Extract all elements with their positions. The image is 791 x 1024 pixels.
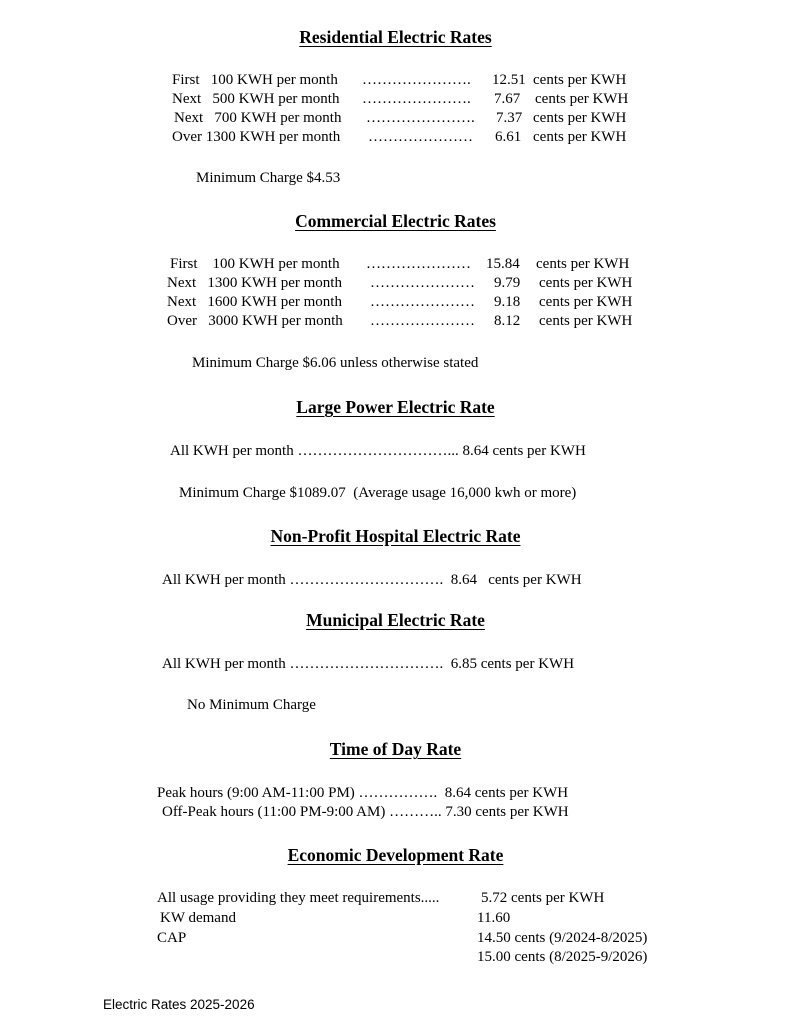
economic-cap-value-2: 15.00 cents (8/2025-9/2026) <box>477 949 648 965</box>
residential-row-1-unit: cents per KWH <box>533 72 627 88</box>
residential-row-3-unit: cents per KWH <box>533 110 627 126</box>
commercial-row-1-unit: cents per KWH <box>536 256 630 272</box>
residential-title: Residential Electric Rates <box>299 27 492 47</box>
commercial-row-3-unit: cents per KWH <box>539 294 633 310</box>
residential-row-1-dots: …………………. <box>362 72 471 88</box>
residential-row-4-dots: ………………… <box>368 129 473 145</box>
economic-title: Economic Development Rate <box>287 845 504 865</box>
commercial-minimum: Minimum Charge $6.06 unless otherwise stated <box>192 355 479 371</box>
commercial-row-4-rate: 8.12 <box>494 313 521 329</box>
commercial-row-1-dots: ………………… <box>366 256 471 272</box>
page-footer: Electric Rates 2025-2026 <box>103 997 255 1012</box>
commercial-row-4-unit: cents per KWH <box>539 313 633 329</box>
commercial-row-2-unit: cents per KWH <box>539 275 633 291</box>
residential-row-4-unit: cents per KWH <box>533 129 627 145</box>
commercial-row-3-dots: ………………… <box>370 294 475 310</box>
residential-row-1-label: First 100 KWH per month <box>172 72 338 88</box>
commercial-row-2-label: Next 1300 KWH per month <box>167 275 342 291</box>
commercial-row-1-label: First 100 KWH per month <box>170 256 340 272</box>
commercial-row-2-rate: 9.79 <box>494 275 521 291</box>
time-of-day-offpeak: Off-Peak hours (11:00 PM-9:00 AM) ……….. 7.30 cents per KWH <box>162 804 569 820</box>
economic-usage-value: 5.72 cents per KWH <box>481 890 605 906</box>
residential-row-2-dots: …………………. <box>362 91 471 107</box>
large-power-title: Large Power Electric Rate <box>296 397 495 417</box>
commercial-row-3-rate: 9.18 <box>494 294 521 310</box>
economic-cap-label: CAP <box>157 930 187 946</box>
economic-kw-value: 11.60 <box>477 910 511 926</box>
commercial-title: Commercial Electric Rates <box>295 211 496 231</box>
residential-minimum: Minimum Charge $4.53 <box>196 170 341 186</box>
time-of-day-title: Time of Day Rate <box>329 739 462 759</box>
commercial-row-4-label: Over 3000 KWH per month <box>167 313 343 329</box>
residential-row-2-unit: cents per KWH <box>535 91 629 107</box>
residential-row-3-rate: 7.37 <box>496 110 523 126</box>
residential-row-3-label: Next 700 KWH per month <box>174 110 342 126</box>
residential-row-1-rate: 12.51 <box>492 72 526 88</box>
commercial-row-2-dots: ………………… <box>370 275 475 291</box>
residential-row-4-label: Over 1300 KWH per month <box>172 129 341 145</box>
economic-usage-label: All usage providing they meet requirements..... <box>157 890 440 906</box>
time-of-day-peak: Peak hours (9:00 AM-11:00 PM) ……………. 8.64 cents per KWH <box>157 785 569 801</box>
municipal-title: Municipal Electric Rate <box>306 610 485 630</box>
residential-row-2-label: Next 500 KWH per month <box>172 91 340 107</box>
residential-row-2-rate: 7.67 <box>494 91 521 107</box>
hospital-title: Non-Profit Hospital Electric Rate <box>270 526 521 546</box>
municipal-minimum: No Minimum Charge <box>187 697 316 713</box>
hospital-rate: All KWH per month …………………………. 8.64 cents per KWH <box>162 572 582 588</box>
economic-cap-value-1: 14.50 cents (9/2024-8/2025) <box>477 930 648 946</box>
economic-kw-label: KW demand <box>160 910 236 926</box>
commercial-row-1-rate: 15.84 <box>486 256 520 272</box>
residential-row-4-rate: 6.61 <box>495 129 522 145</box>
municipal-rate: All KWH per month …………………………. 6.85 cents per KWH <box>162 656 575 672</box>
commercial-row-3-label: Next 1600 KWH per month <box>167 294 342 310</box>
commercial-row-4-dots: ………………… <box>370 313 475 329</box>
large-power-minimum: Minimum Charge $1089.07 (Average usage 16,000 kwh or more) <box>179 485 577 501</box>
residential-row-3-dots: …………………. <box>366 110 475 126</box>
large-power-rate: All KWH per month …………………………... 8.64 cents per KWH <box>170 443 586 459</box>
